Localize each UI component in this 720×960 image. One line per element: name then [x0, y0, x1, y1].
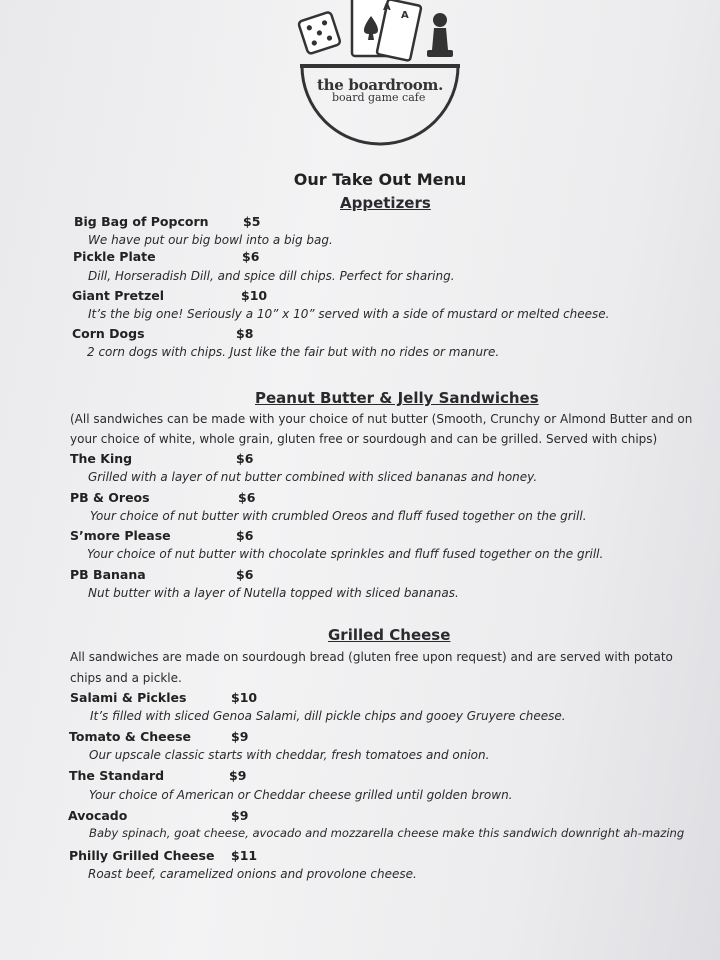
menu-item-description: It’s filled with sliced Genoa Salami, dill pickle chips and gooey Gruyere cheese.	[90, 709, 566, 723]
menu-item-name: S’more Please	[70, 528, 171, 543]
boardroom-logo	[290, 0, 470, 160]
menu-item-description: Grilled with a layer of nut butter combined with sliced bananas and honey.	[88, 470, 538, 484]
menu-item-description: Our upscale classic starts with cheddar, fresh tomatoes and onion.	[89, 748, 490, 762]
grilled-cheese-heading: Grilled Cheese	[328, 626, 451, 644]
menu-item-price: $6	[236, 451, 254, 466]
menu-item-name: PB & Oreos	[70, 490, 150, 505]
grilled-cheese-note-line-2: chips and a pickle.	[70, 671, 182, 685]
menu-item-name: Pickle Plate	[73, 249, 156, 264]
menu-item-description: Your choice of nut butter with crumbled Oreos and fluff fused together on the grill.	[90, 509, 587, 523]
menu-item-description: We have put our big bowl into a big bag.	[88, 233, 333, 247]
menu-item-description: Baby spinach, goat cheese, avocado and mozzarella cheese make this sandwich downright ah-mazing	[89, 826, 685, 840]
menu-item-description: Your choice of American or Cheddar cheese grilled until golden brown.	[89, 788, 513, 802]
menu-item-price: $6	[236, 567, 254, 582]
pbj-heading: Peanut Butter & Jelly Sandwiches	[255, 389, 539, 407]
menu-item-description: Roast beef, caramelized onions and provolone cheese.	[88, 867, 417, 881]
menu-item-description: Nut butter with a layer of Nutella topped with sliced bananas.	[88, 586, 459, 600]
menu-item-name: Big Bag of Popcorn	[74, 214, 209, 229]
menu-item-name: The King	[70, 451, 133, 466]
menu-item-price: $9	[229, 768, 247, 783]
logo-tagline: board game cafe	[332, 91, 426, 104]
menu-item-name: Salami & Pickles	[70, 690, 187, 705]
menu-item-name: The Standard	[69, 768, 165, 783]
menu-item-description: Your choice of nut butter with chocolate sprinkles and fluff fused together on the grill.	[87, 547, 604, 561]
menu-item-name: Tomato & Cheese	[69, 729, 192, 744]
svg-text:A: A	[401, 10, 409, 21]
menu-item-price: $5	[243, 214, 261, 229]
menu-item-price: $6	[242, 249, 260, 264]
menu-item-price: $10	[241, 288, 268, 303]
menu-item-name: Giant Pretzel	[72, 288, 165, 303]
menu-item-description: It’s the big one! Seriously a 10” x 10” served with a side of mustard or melted cheese.	[88, 307, 610, 321]
pbj-note-line-1: (All sandwiches can be made with your choice of nut butter (Smooth, Crunchy or Almond Butter and on	[70, 412, 693, 426]
menu-item-price: $11	[231, 848, 258, 863]
logo-name: the boardroom.	[317, 76, 444, 94]
menu-item-price: $9	[231, 808, 249, 823]
menu-item-price: $8	[236, 326, 254, 341]
playing-cards-icon	[352, 0, 421, 61]
menu-item-price: $10	[231, 690, 258, 705]
menu-item-price: $6	[236, 528, 254, 543]
grilled-cheese-note-line-1: All sandwiches are made on sourdough bread (gluten free upon request) and are served with potato	[70, 650, 673, 664]
menu-item-description: 2 corn dogs with chips. Just like the fair but with no rides or manure.	[87, 345, 500, 359]
pbj-note-line-2: your choice of white, whole grain, gluten free or sourdough and can be grilled. Served with chips)	[70, 432, 658, 446]
menu-title: Our Take Out Menu	[293, 170, 467, 189]
menu-item-name: PB Banana	[70, 567, 146, 582]
pawn-icon	[427, 13, 453, 57]
menu-item-name: Corn Dogs	[72, 326, 145, 341]
menu-item-description: Dill, Horseradish Dill, and spice dill chips. Perfect for sharing.	[88, 269, 455, 283]
svg-text:A: A	[383, 2, 391, 13]
menu-item-price: $6	[238, 490, 256, 505]
menu-item-name: Philly Grilled Cheese	[69, 848, 215, 863]
menu-item-price: $9	[231, 729, 249, 744]
appetizers-heading: Appetizers	[340, 194, 431, 212]
dice-icon	[298, 11, 341, 54]
menu-item-name: Avocado	[68, 808, 128, 823]
